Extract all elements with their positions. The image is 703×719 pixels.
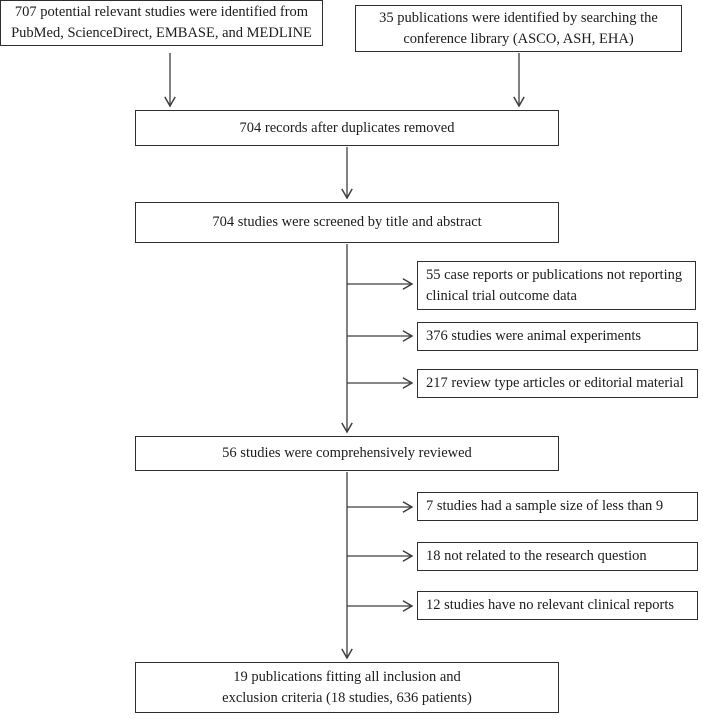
box-records-after-duplicates (135, 110, 559, 146)
box-comprehensively-reviewed-text: 56 studies were comprehensively reviewed (222, 445, 472, 461)
box-excluded-case-reports-line2: clinical trial outcome data (426, 287, 577, 304)
box-screened (135, 202, 559, 243)
box-included-publications (135, 662, 559, 713)
box-excluded-sample-size (417, 492, 698, 521)
box-excluded-case-reports-line1: 55 case reports or publications not reporting (426, 266, 683, 283)
box-excluded-sample-size-text: 7 studies had a sample size of less than 9 (426, 498, 664, 514)
box-included-publications-line2: exclusion criteria (18 studies, 636 patients) (222, 689, 472, 706)
box-excluded-not-related (417, 542, 698, 571)
box-excluded-no-clinical-reports (417, 591, 698, 620)
box-identified-conference-line1: 35 publications were identified by searching the (379, 9, 658, 26)
box-comprehensively-reviewed (135, 436, 559, 471)
box-included-publications-line1: 19 publications fitting all inclusion and (233, 668, 461, 685)
box-identified-conference-line2: conference library (ASCO, ASH, EHA) (403, 30, 634, 47)
box-excluded-review-articles-text: 217 review type articles or editorial material (426, 375, 684, 391)
box-excluded-review-articles (417, 369, 698, 398)
box-excluded-animal-experiments (417, 322, 698, 351)
box-excluded-not-related-text: 18 not related to the research question (426, 548, 647, 564)
box-identified-conference (355, 5, 682, 52)
box-identified-databases-line2: PubMed, ScienceDirect, EMBASE, and MEDLINE (11, 25, 312, 41)
box-screened-text: 704 studies were screened by title and abstract (212, 214, 482, 230)
box-identified-databases-line1: 707 potential relevant studies were identified from (14, 4, 309, 20)
box-excluded-no-clinical-reports-text: 12 studies have no relevant clinical reports (426, 597, 675, 613)
box-excluded-case-reports (417, 261, 696, 310)
box-records-after-duplicates-text: 704 records after duplicates removed (239, 119, 455, 136)
box-excluded-animal-experiments-text: 376 studies were animal experiments (426, 328, 642, 344)
box-identified-databases (0, 0, 323, 46)
